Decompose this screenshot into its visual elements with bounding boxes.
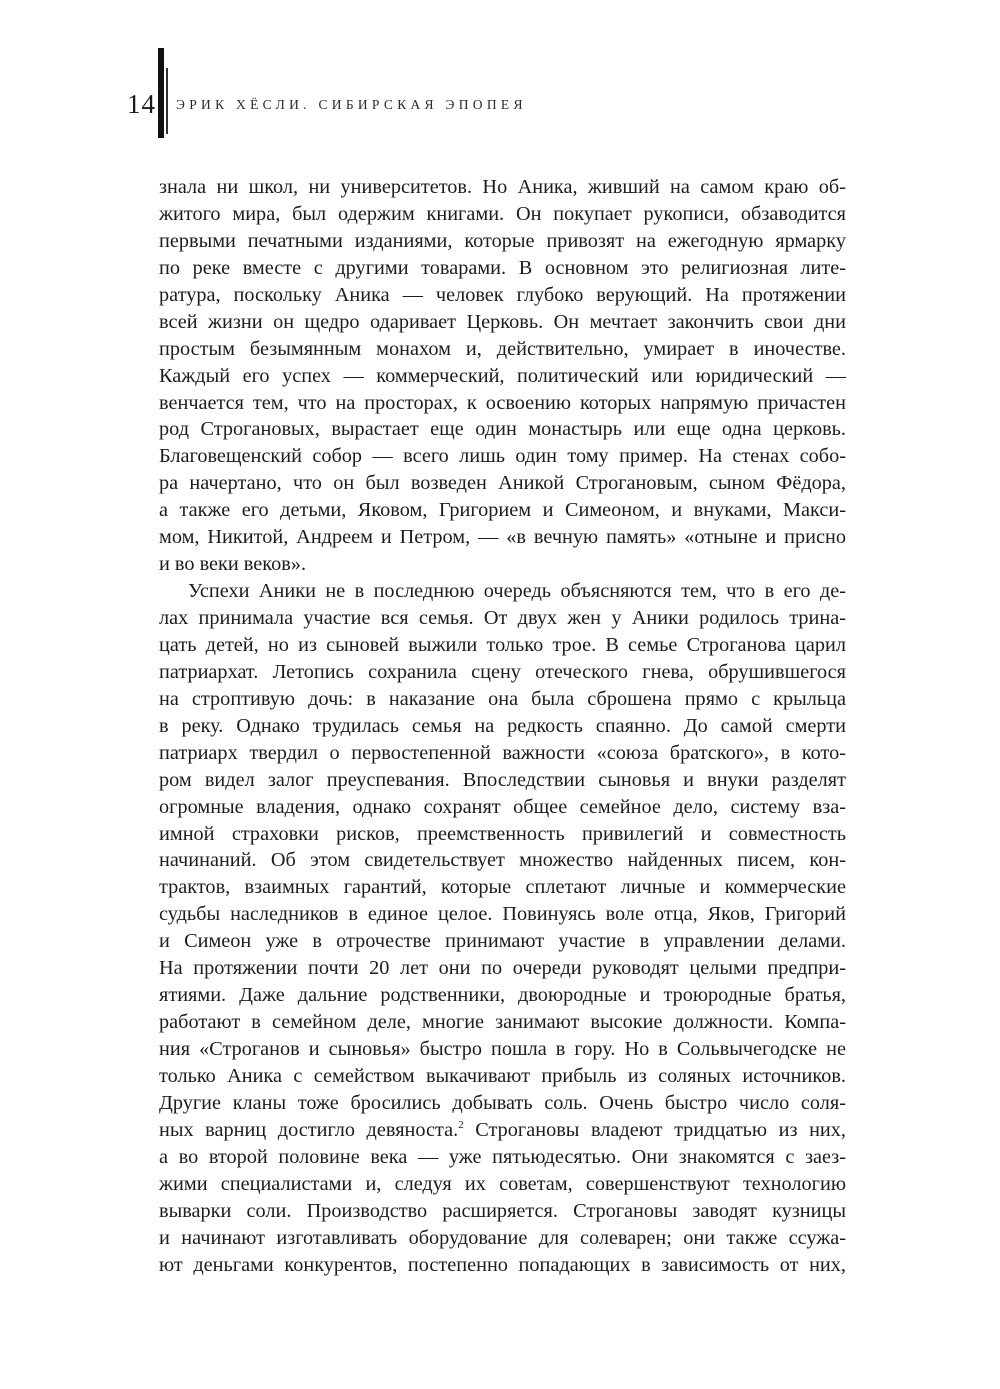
text-line: всей жизни он щедро одаривает Церковь. Он мечтает закончить свои дни	[159, 310, 846, 333]
text-line: венчается тем, что на просторах, к освоению которых напрямую причастен	[159, 391, 846, 414]
text-line: патриарх твердил о первостепенной важности «союза братского», в кото-	[159, 741, 846, 764]
text-line: по реке вместе с другими товарами. В основном это религиозная лите-	[159, 256, 846, 279]
text-line: ют деньгами конкурентов, постепенно попадающих в зависимость от них,	[159, 1253, 846, 1276]
header-divider-thin	[166, 68, 168, 134]
text-line: Успехи Аники не в последнюю очередь объясняются тем, что в его де-	[188, 580, 846, 603]
text-line: и Симеон уже в отрочестве принимают участие в управлении делами.	[159, 930, 846, 953]
text-line: а во второй половине века — уже пятьюдесятью. Они знакомятся с заез-	[159, 1145, 846, 1168]
text-line: цать детей, но из сыновей выжили только трое. В семье Строганова царил	[159, 633, 846, 656]
text-line: ния «Строганов и сыновья» быстро пошла в гору. Но в Сольвычегодске не	[159, 1038, 846, 1060]
text-line: ром видел залог преуспевания. Впоследствии сыновья и внуки разделят	[159, 768, 846, 791]
text-line: огромные владения, однако сохранят общее семейное дело, систему вза-	[159, 795, 846, 818]
text-line: начинаний. Об этом свидетельствует множество найденных писем, кон-	[159, 849, 846, 872]
text-line: трактов, взаимных гарантий, которые сплетают личные и коммерческие	[159, 876, 846, 899]
text-fragment: ных варниц достигло девяноста.	[159, 1118, 459, 1141]
text-line: работают в семейном деле, многие занимают высокие должности. Компа-	[159, 1011, 846, 1034]
text-line: на строптивую дочь: в наказание она была сброшена прямо с крыльца	[159, 687, 846, 710]
page-header	[0, 0, 1000, 150]
text-line: только Аника с семейством выкачивают прибыль из соляных источников.	[159, 1064, 846, 1087]
body-text	[159, 174, 846, 1278]
running-title: ЭРИК ХЁСЛИ. СИБИРСКАЯ ЭПОПЕЯ	[176, 97, 527, 112]
paragraph-2	[159, 578, 846, 1278]
text-line: знала ни школ, ни университетов. Но Аника, живший на самом краю об-	[159, 176, 846, 198]
text-line: первыми печатными изданиями, которые привозят на ежегодную ярмарку	[159, 229, 846, 252]
paragraph-1	[159, 174, 846, 578]
text-line: ратура, поскольку Аника — человек глубоко верующий. На протяжении	[159, 283, 846, 306]
text-line: Другие кланы тоже бросились добывать соль. Очень быстро число соля-	[159, 1091, 846, 1114]
text-line	[159, 1117, 846, 1144]
text-line: Каждый его успех — коммерческий, политический или юридический —	[159, 364, 846, 387]
text-fragment: Строгановы владеют тридцатью из них,	[463, 1118, 846, 1141]
text-line: выварки соли. Производство расширяется. Строгановы заводят кузницы	[159, 1199, 846, 1222]
text-line: и начинают изготавливать оборудование для солеварен; они также ссужа-	[159, 1226, 846, 1249]
text-line: Благовещенский собор — всего лишь один тому пример. На стенах собо-	[159, 445, 846, 468]
text-line: патриархат. Летопись сохранила сцену отеческого гнева, обрушившегося	[159, 660, 846, 683]
text-line: в реку. Однако трудилась семья на редкость спаянно. До самой смерти	[159, 714, 846, 737]
text-line: мом, Никитой, Андреем и Петром, — «в вечную память» «отныне и присно	[159, 526, 846, 549]
text-line: На протяжении почти 20 лет они по очереди руководят целыми предпри-	[159, 957, 846, 980]
text-line: а также его детьми, Яковом, Григорием и Симеоном, и внуками, Макси-	[159, 499, 846, 522]
header-divider-bar	[158, 48, 164, 138]
text-line: имной страховки рисков, преемственность привилегий и совместность	[159, 822, 846, 845]
text-line: ятиями. Даже дальние родственники, двоюродные и троюродные братья,	[159, 984, 846, 1007]
text-line: простым безымянным монахом и, действительно, умирает в иночестве.	[159, 337, 846, 360]
text-line: житого мира, был одержим книгами. Он покупает рукописи, обзаводится	[159, 202, 846, 225]
text-line: жими специалистами и, следуя их советам, совершенствуют технологию	[159, 1172, 846, 1195]
text-line: ра начертано, что он был возведен Аникой Строгановым, сыном Фёдора,	[159, 472, 846, 495]
text-line: и во веки веков».	[159, 553, 307, 576]
footnote-reference[interactable]: 2	[458, 1119, 464, 1132]
page-number: 14	[127, 89, 156, 119]
text-line: судьбы наследников в единое целое. Повинуясь воле отца, Яков, Григорий	[159, 903, 846, 926]
text-line: род Строгановых, вырастает еще один монастырь или еще одна церковь.	[159, 418, 846, 441]
text-line: лах принимала участие вся семья. От двух жен у Аники родилось трина-	[159, 607, 846, 629]
